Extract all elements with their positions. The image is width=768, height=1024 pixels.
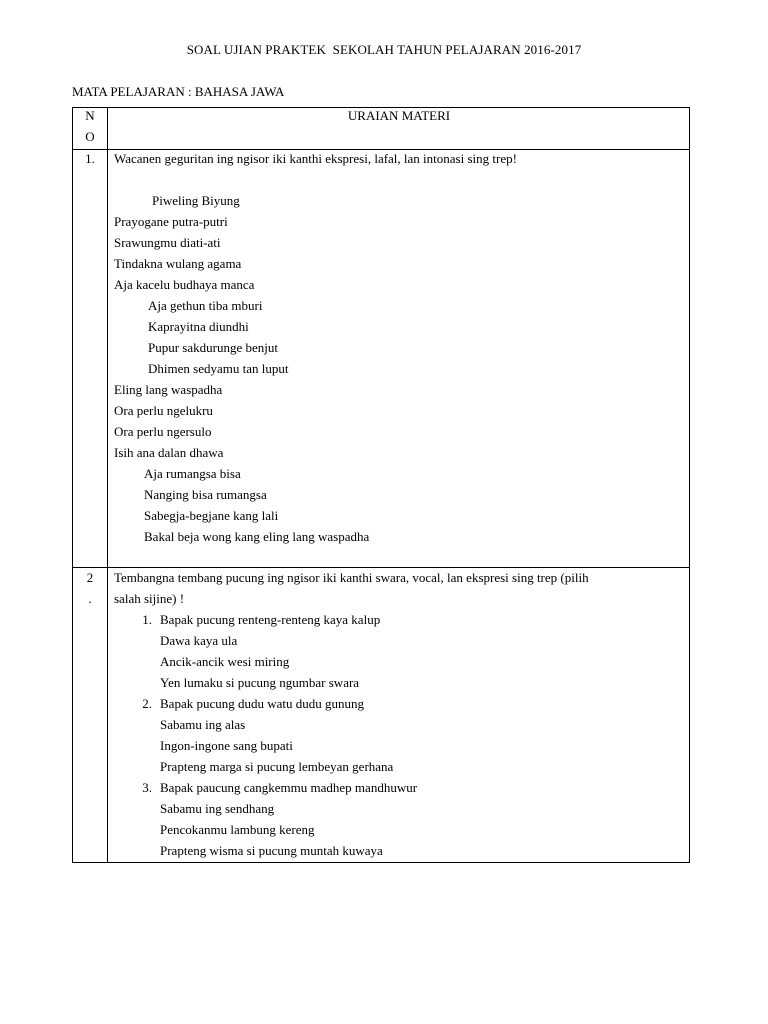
song-line: Ancik-ancik wesi miring [160, 654, 290, 669]
poem-line: Sabegja-begjane kang lali [144, 508, 279, 523]
question-2-instruction: Tembangna tembang pucung ing ngisor iki kanthi swara, vocal, lan ekspresi sing trep (pilih [114, 570, 589, 585]
poem-line: Eling lang waspadha [114, 382, 223, 397]
poem-line: Kaprayitna diundhi [148, 319, 249, 334]
poem-line: Aja kacelu budhaya manca [114, 277, 255, 292]
song-line: Bapak paucung cangkemmu madhep mandhuwur [160, 780, 418, 795]
option-number: 1. [142, 612, 152, 627]
question-2-number: 2 . [86, 570, 94, 606]
song-line: Bapak pucung renteng-renteng kaya kalup [160, 612, 381, 627]
song-line: Pencokanmu lambung kereng [160, 822, 315, 837]
question-2-instruction: salah sijine) ! [114, 591, 185, 606]
poem-line: Aja gethun tiba mburi [148, 298, 263, 313]
poem-line: Aja rumangsa bisa [144, 466, 241, 481]
question-2-content [114, 567, 589, 861]
question-1-content [114, 148, 517, 547]
option-item [114, 777, 589, 798]
poem-line: Pupur sakdurunge benjut [148, 340, 278, 355]
poem-line: Tindakna wulang agama [114, 256, 242, 271]
song-line: Yen lumaku si pucung ngumbar swara [160, 675, 360, 690]
song-line: Dawa kaya ula [160, 633, 238, 648]
document-title: SOAL UJIAN PRAKTEK SEKOLAH TAHUN PELAJARAN 2016-2017 [186, 42, 582, 57]
column-header-material: URAIAN MATERI [347, 108, 451, 123]
song-line: Sabamu ing sendhang [160, 801, 275, 816]
option-item [114, 693, 589, 714]
song-line: Sabamu ing alas [160, 717, 246, 732]
poem-line: Ora perlu ngelukru [114, 403, 213, 418]
column-divider [107, 108, 108, 862]
song-line: Bapak pucung dudu watu dudu gunung [160, 696, 365, 711]
question-1-instruction: Wacanen geguritan ing ngisor iki kanthi ekspresi, lafal, lan intonasi sing trep! [114, 151, 517, 166]
question-1-number: 1. [85, 151, 95, 166]
column-header-no: N O [85, 108, 95, 144]
option-number: 2. [142, 696, 152, 711]
option-item [114, 609, 589, 630]
song-line: Ingon-ingone sang bupati [160, 738, 293, 753]
poem-line: Bakal beja wong kang eling lang waspadha [144, 529, 370, 544]
poem-line: Isih ana dalan dhawa [114, 445, 224, 460]
poem-line: Nanging bisa rumangsa [144, 487, 267, 502]
subject-label: MATA PELAJARAN : BAHASA JAWA [72, 84, 285, 99]
poem-line: Ora perlu ngersulo [114, 424, 212, 439]
poem-line: Srawungmu diati-ati [114, 235, 221, 250]
poem-line: Prayogane putra-putri [114, 214, 228, 229]
poem-line: Dhimen sedyamu tan luput [148, 361, 289, 376]
poem-title: Piweling Biyung [152, 193, 240, 208]
option-number: 3. [142, 780, 152, 795]
song-line: Prapteng marga si pucung lembeyan gerhana [160, 759, 394, 774]
exam-table [72, 107, 690, 863]
song-line: Prapteng wisma si pucung muntah kuwaya [160, 843, 383, 858]
